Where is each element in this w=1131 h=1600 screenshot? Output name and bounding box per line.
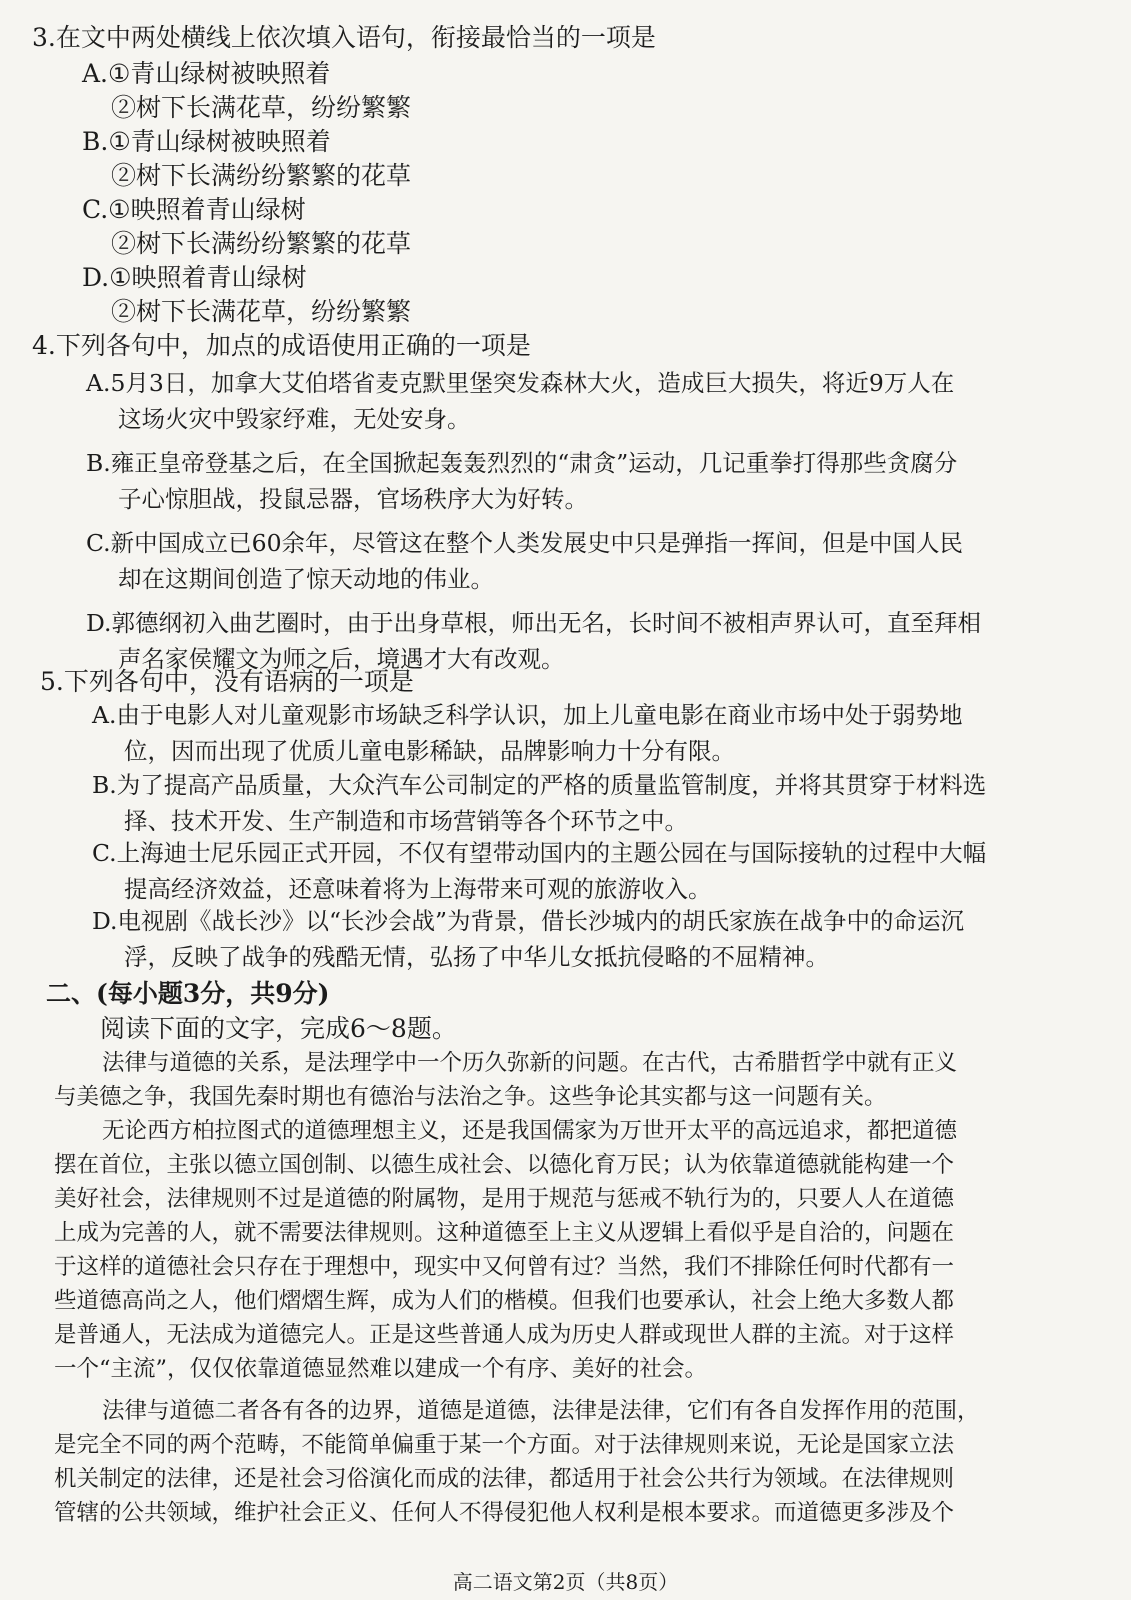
question-3-title: 3.在文中两处横线上依次填入语句，衔接最恰当的一项是	[32, 23, 656, 52]
passage-line: 是普通人，无法成为道德完人。正是这些普通人成为历史人群或现世人群的主流。对于这样	[54, 1322, 955, 1348]
q4-option-c-line1: C.新中国成立已60余年，尽管这在整个人类发展史中只是弹指一挥间，但是中国人民	[86, 529, 964, 557]
reading-instruction: 阅读下面的文字，完成6～8题。	[100, 1014, 457, 1043]
q3-option-d-line2: ②树下长满花草，纷纷繁繁	[111, 297, 412, 326]
q5-option-b-line1: B.为了提高产品质量，大众汽车公司制定的严格的质量监管制度，并将其贯穿于材料选	[92, 771, 987, 799]
passage-line: 管辖的公共领域，维护社会正义、任何人不得侵犯他人权利是根本要求。而道德更多涉及个	[54, 1500, 955, 1526]
q5-option-b-line2: 择、技术开发、生产制造和市场营销等各个环节之中。	[124, 807, 688, 835]
q5-option-d-line2: 浮，反映了战争的残酷无情，弘扬了中华儿女抵抗侵略的不屈精神。	[124, 943, 829, 971]
q3-option-b-line1: B.①青山绿树被映照着	[82, 127, 331, 156]
page-footer: 高二语文第2页（共8页）	[452, 1570, 679, 1594]
passage-line: 一个“主流”，仅仅依靠道德显然难以建成一个有序、美好的社会。	[54, 1356, 708, 1382]
q4-option-c-line2: 却在这期间创造了惊天动地的伟业。	[118, 565, 494, 593]
q4-option-b-line1: B.雍正皇帝登基之后，在全国掀起轰轰烈烈的“肃贪”运动，几记重拳打得那些贪腐分	[86, 449, 958, 477]
q3-option-a-line2: ②树下长满花草，纷纷繁繁	[111, 93, 412, 122]
passage-line: 于这样的道德社会只存在于理想中，现实中又何曾有过？当然，我们不排除任何时代都有一	[54, 1254, 955, 1280]
passage-line: 上成为完善的人，就不需要法律规则。这种道德至上主义从逻辑上看似乎是自洽的，问题在	[54, 1220, 955, 1246]
passage-line: 些道德高尚之人，他们熠熠生辉，成为人们的楷模。但我们也要承认，社会上绝大多数人都	[54, 1288, 955, 1314]
passage-line: 法律与道德的关系，是法理学中一个历久弥新的问题。在古代，古希腊哲学中就有正义	[102, 1050, 958, 1076]
passage-line: 机关制定的法律，还是社会习俗演化而成的法律，都适用于社会公共行为领域。在法律规则	[54, 1466, 955, 1492]
question-4-title: 4.下列各句中，加点的成语使用正确的一项是	[32, 331, 531, 360]
q3-option-a-line1: A.①青山绿树被映照着	[82, 59, 331, 88]
q3-option-b-line2: ②树下长满纷纷繁繁的花草	[111, 161, 412, 190]
q5-option-c-line1: C.上海迪士尼乐园正式开园，不仅有望带动国内的主题公园在与国际接轨的过程中大幅	[92, 839, 987, 867]
passage-line: 摆在首位，主张以德立国创制、以德生成社会、以德化育万民；认为依靠道德就能构建一个	[54, 1152, 955, 1178]
passage-line: 美好社会，法律规则不过是道德的附属物，是用于规范与惩戒不轨行为的，只要人人在道德	[54, 1186, 955, 1212]
passage-line: 与美德之争，我国先秦时期也有德治与法治之争。这些争论其实都与这一问题有关。	[54, 1084, 887, 1110]
q4-option-b-line2: 子心惊胆战，投鼠忌器，官场秩序大为好转。	[118, 485, 588, 513]
q3-option-c-line2: ②树下长满纷纷繁繁的花草	[111, 229, 412, 258]
q5-option-c-line2: 提高经济效益，还意味着将为上海带来可观的旅游收入。	[124, 875, 712, 903]
q4-option-a-line1: A.5月3日，加拿大艾伯塔省麦克默里堡突发森林大火，造成巨大损失，将近9万人在	[86, 369, 955, 397]
q4-option-a-line2: 这场火灾中毁家纾难，无处安身。	[118, 405, 471, 433]
passage-line: 法律与道德二者各有各的边界，道德是道德，法律是法律，它们有各自发挥作用的范围，	[102, 1398, 980, 1424]
q3-option-c-line1: C.①映照着青山绿树	[82, 195, 306, 224]
passage-line: 是完全不同的两个范畴，不能简单偏重于某一个方面。对于法律规则来说，无论是国家立法	[54, 1432, 955, 1458]
q3-option-d-line1: D.①映照着青山绿树	[82, 263, 307, 292]
q5-option-a-line2: 位，因而出现了优质儿童电影稀缺，品牌影响力十分有限。	[124, 737, 735, 765]
q5-option-a-line1: A.由于电影人对儿童观影市场缺乏科学认识，加上儿童电影在商业市场中处于弱势地	[92, 701, 963, 729]
q5-option-d-line1: D.电视剧《战长沙》以“长沙会战”为背景，借长沙城内的胡氏家族在战争中的命运沉	[92, 907, 965, 935]
q4-option-d-line1: D.郭德纲初入曲艺圈时，由于出身草根，师出无名，长时间不被相声界认可，直至拜相	[86, 609, 981, 637]
passage-line: 无论西方柏拉图式的道德理想主义，还是我国儒家为万世开太平的高远追求，都把道德	[102, 1118, 958, 1144]
section-2-heading: 二、(每小题3分，共9分)	[46, 979, 330, 1008]
question-5-title: 5.下列各句中，没有语病的一项是	[40, 667, 414, 696]
q4-option-d-line2: 声名家侯耀文为师之后，境遇才大有改观。	[118, 645, 565, 673]
